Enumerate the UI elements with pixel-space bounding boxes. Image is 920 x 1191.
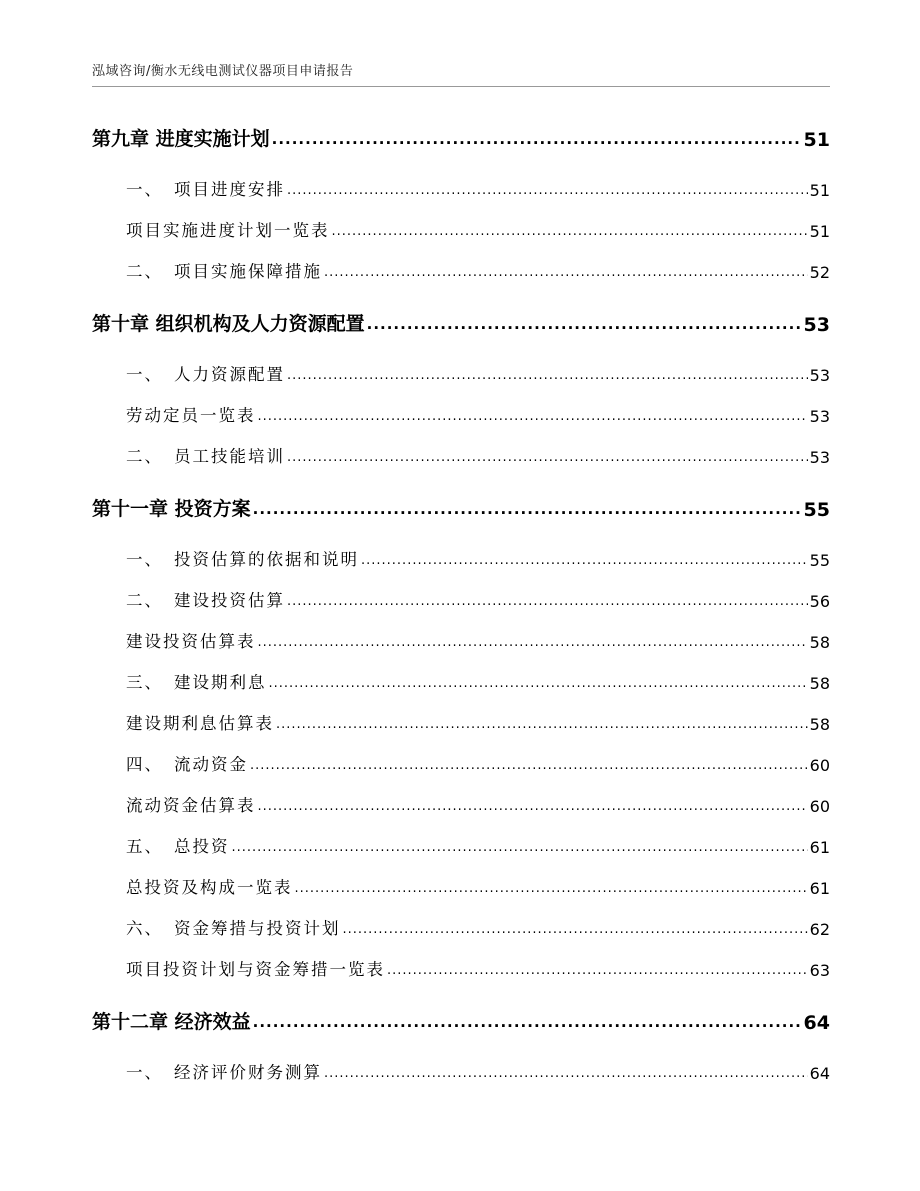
toc-entry-title: 劳动定员一览表 [126, 406, 256, 425]
toc-entry-page: 56 [809, 592, 830, 611]
toc-entry-title: 项目进度安排 [174, 180, 285, 199]
toc-entry-number: 一、 [126, 365, 163, 384]
toc-entry-title: 第十章 组织机构及人力资源配置 [92, 313, 365, 335]
toc-chapter-11[interactable] [92, 494, 830, 521]
dot-leader [324, 1067, 808, 1083]
dot-leader [332, 225, 808, 241]
toc-entry-number: 二、 [126, 262, 163, 281]
dot-leader [250, 759, 808, 775]
toc-entry-page: 63 [809, 961, 830, 980]
toc-entry-page: 55 [803, 499, 830, 521]
toc-entry-title: 建设投资估算表 [126, 632, 256, 651]
toc-entry-page: 58 [809, 633, 830, 652]
toc-entry-number: 六、 [126, 919, 163, 938]
toc-entry-number: 五、 [126, 837, 163, 856]
header-divider [92, 86, 830, 87]
toc-entry-title: 流动资金 [174, 755, 248, 774]
toc-entry[interactable] [92, 402, 830, 426]
toc-entry-page: 53 [809, 366, 830, 385]
dot-leader [361, 554, 808, 570]
toc-entry-title: 建设期利息估算表 [126, 714, 274, 733]
toc-entry-page: 51 [803, 129, 830, 151]
toc-entry[interactable] [92, 546, 830, 570]
toc-entry-title: 项目投资计划与资金筹措一览表 [126, 960, 385, 979]
dot-leader [258, 800, 808, 816]
toc-chapter-10[interactable] [92, 309, 830, 336]
dot-leader [258, 410, 808, 426]
toc-chapter-9[interactable] [92, 124, 830, 151]
toc-entry-number: 一、 [126, 180, 163, 199]
toc-entry[interactable] [92, 217, 830, 241]
toc-entry-page: 64 [809, 1064, 830, 1083]
toc-entry[interactable] [92, 710, 830, 734]
toc-entry[interactable] [92, 956, 830, 980]
toc-entry-title: 项目实施进度计划一览表 [126, 221, 330, 240]
toc-entry-page: 58 [809, 674, 830, 693]
toc-entry-page: 52 [809, 263, 830, 282]
toc-entry-number: 三、 [126, 673, 163, 692]
toc-entry-title: 经济评价财务测算 [174, 1063, 322, 1082]
toc-entry[interactable] [92, 669, 830, 693]
dot-leader [276, 718, 808, 734]
toc-entry[interactable] [92, 915, 830, 939]
toc-entry-title: 资金筹措与投资计划 [174, 919, 341, 938]
toc-entry-page: 53 [803, 314, 830, 336]
dot-leader [343, 923, 808, 939]
toc-entry-title: 员工技能培训 [174, 447, 285, 466]
toc-entry[interactable] [92, 792, 830, 816]
toc-entry-title: 第十二章 经济效益 [92, 1011, 251, 1033]
toc-entry-page: 51 [809, 222, 830, 241]
toc-entry[interactable] [92, 751, 830, 775]
toc-entry[interactable] [92, 874, 830, 898]
toc-entry-page: 51 [809, 181, 830, 200]
toc-entry[interactable] [92, 258, 830, 282]
dot-leader [287, 369, 808, 385]
toc-entry-page: 53 [809, 407, 830, 426]
toc-entry-title: 第九章 进度实施计划 [92, 128, 270, 150]
dot-leader [253, 502, 802, 521]
toc-entry[interactable] [92, 1059, 830, 1083]
toc-entry-page: 58 [809, 715, 830, 734]
toc-entry-page: 61 [809, 838, 830, 857]
toc-entry-title: 投资估算的依据和说明 [174, 550, 359, 569]
toc-entry-number: 二、 [126, 447, 163, 466]
toc-chapter-12[interactable] [92, 1007, 830, 1034]
toc-entry[interactable] [92, 833, 830, 857]
toc-entry-title: 流动资金估算表 [126, 796, 256, 815]
dot-leader [272, 132, 802, 151]
toc-entry[interactable] [92, 176, 830, 200]
toc-entry[interactable] [92, 361, 830, 385]
toc-entry-number: 一、 [126, 550, 163, 569]
toc-entry-title: 人力资源配置 [174, 365, 285, 384]
dot-leader [324, 266, 808, 282]
toc-entry-number: 一、 [126, 1063, 163, 1082]
dot-leader [287, 451, 808, 467]
toc-entry-page: 62 [809, 920, 830, 939]
toc-entry-page: 64 [803, 1012, 830, 1034]
page-header: 泓域咨询/衡水无线电测试仪器项目申请报告 [92, 64, 354, 79]
toc-entry-page: 55 [809, 551, 830, 570]
toc-entry[interactable] [92, 628, 830, 652]
dot-leader [287, 184, 808, 200]
toc-entry[interactable] [92, 587, 830, 611]
toc-entry-title: 项目实施保障措施 [174, 262, 322, 281]
toc-entry-title: 总投资 [174, 837, 230, 856]
toc-entry-title: 总投资及构成一览表 [126, 878, 293, 897]
toc-entry-page: 60 [809, 756, 830, 775]
dot-leader [295, 882, 808, 898]
toc-entry[interactable] [92, 443, 830, 467]
dot-leader [387, 964, 808, 980]
dot-leader [269, 677, 808, 693]
toc-entry-number: 四、 [126, 755, 163, 774]
toc-entry-page: 60 [809, 797, 830, 816]
dot-leader [253, 1015, 802, 1034]
toc-entry-page: 61 [809, 879, 830, 898]
dot-leader [367, 317, 802, 336]
toc-entry-page: 53 [809, 448, 830, 467]
dot-leader [287, 595, 808, 611]
dot-leader [258, 636, 808, 652]
dot-leader [232, 841, 808, 857]
toc-entry-title: 建设投资估算 [174, 591, 285, 610]
toc-entry-title: 第十一章 投资方案 [92, 498, 251, 520]
toc-entry-title: 建设期利息 [174, 673, 267, 692]
toc-entry-number: 二、 [126, 591, 163, 610]
